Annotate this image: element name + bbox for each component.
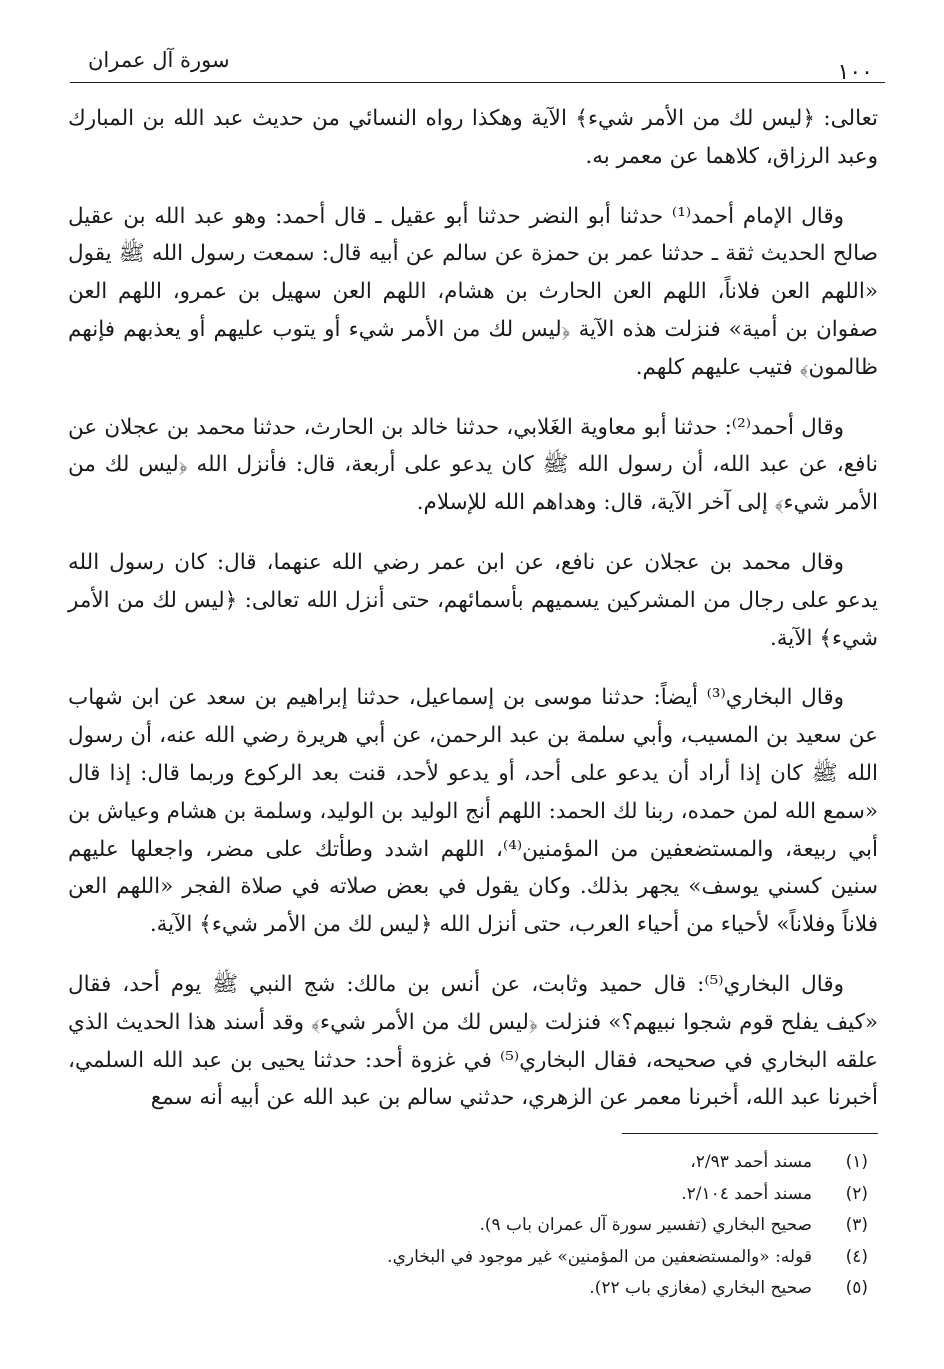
paragraph: وقال البخاري⁽⁵⁾: قال حميد وثابت، عن أنس بن مالك: شج النبي ﷺ يوم أحد، فقال «كيف يفلح قوم شجوا نبيهم؟» فنزلت ﴿ليس لك من الأمر شيء﴾ وقد أسند هذا الحديث الذي علقه البخاري في صحيحه، فقال البخاري⁽⁵⁾ في غزوة أحد: حدثنا يحيى بن عبد الله السلمي، أخبرنا عبد الله، أخبرنا معمر عن الزهري، حدثني سالم بن عبد الله عن أبيه أنه سمع [68,971,878,1111]
paragraph: تعالى: ﴿ليس لك من الأمر شيء﴾ الآية وهكذا رواه النسائي من حديث عبد الله بن المبارك وعبد الرزاق، كلاهما عن معمر به. [68,106,878,169]
paragraph: وقال الإمام أحمد⁽¹⁾ حدثنا أبو النضر حدثنا أبو عقيل ـ قال أحمد: وهو عبد الله بن عقيل صالح الحديث ثقة ـ حدثنا عمر بن حمزة عن سالم عن أبيه قال: سمعت رسول الله ﷺ يقول «اللهم العن فلاناً، اللهم العن الحارث بن هشام، اللهم العن سهيل بن عمرو، اللهم العن صفوان بن أمية» فنزلت هذه الآية ﴿ليس لك من الأمر شيء أو يتوب عليهم أو يعذبهم فإنهم ظالمون﴾ فتيب عليهم كلهم. [68,203,878,380]
footnote-item [68,1247,868,1279]
footnote-number: (١) [845,1152,868,1172]
footnote-text: صحيح البخاري (مغازي باب ٢٢). [589,1278,812,1299]
footnote-divider [622,1133,878,1134]
paragraph: وقال البخاري⁽³⁾ أيضاً: حدثنا موسى بن إسماعيل، حدثنا إبراهيم بن سعد عن ابن شهاب عن سعيد بن المسيب، وأبي سلمة بن عبد الرحمن، عن أبي هريرة رضي الله عنه، أن رسول الله ﷺ كان إذا أراد أن يدعو على أحد، أو يدعو لأحد، قنت بعد الركوع وربما قال: إذا قال «سمع الله لمن حمده، ربنا لك الحمد: اللهم أنج الوليد بن الوليد، وسلمة بن هشام وعياش بن أبي ربيعة، والمستضعفين من المؤمنين⁽⁴⁾، اللهم اشدد وطأتك على مضر، واجعلها عليهم سنين كسني يوسف» يجهر بذلك. وكان يقول في بعض صلاته في صلاة الفجر «اللهم العن فلاناً وفلاناً» لأحياء من أحياء العرب، حتى أنزل الله ﴿ليس لك من الأمر شيء﴾ الآية. [68,685,878,938]
footnote-item [68,1278,868,1310]
footnote-number: (٥) [845,1278,868,1299]
footnote-text: صحيح البخاري (تفسير سورة آل عمران باب ٩). [479,1215,812,1236]
body-text [68,100,878,1139]
footnote-text: مسند أحمد ٢/١٠٤. [681,1183,812,1204]
surah-title: سورة آل عمران [88,48,230,72]
footnote-item [68,1215,868,1247]
footnotes-list [68,1152,868,1310]
footnote-item [68,1184,868,1216]
footnote-text: مسند أحمد ٢/٩٣، [690,1152,812,1172]
running-header [70,42,885,83]
footnote-item [68,1152,868,1184]
footnote-number: (٣) [845,1215,868,1236]
footnote-number: (٢) [845,1183,868,1204]
footnote-text: قوله: «والمستضعفين من المؤمنين» غير موجود في البخاري. [387,1246,812,1267]
paragraph: وقال محمد بن عجلان عن نافع، عن ابن عمر رضي الله عنهما، قال: كان رسول الله يدعو على رجال من المشركين يسميهم بأسمائهم، حتى أنزل الله تعالى: ﴿ليس لك من الأمر شيء﴾ الآية. [68,549,878,651]
page-number: ١٠٠ [837,60,873,85]
paragraph: وقال أحمد⁽²⁾: حدثنا أبو معاوية الغَلابي، حدثنا خالد بن الحارث، حدثنا محمد بن عجلان عن نافع، عن عبد الله، أن رسول الله ﷺ كان يدعو على أربعة، قال: فأنزل الله ﴿ليس لك من الأمر شيء﴾ إلى آخر الآية، قال: وهداهم الله للإسلام. [68,414,878,516]
footnote-number: (٤) [845,1246,868,1267]
